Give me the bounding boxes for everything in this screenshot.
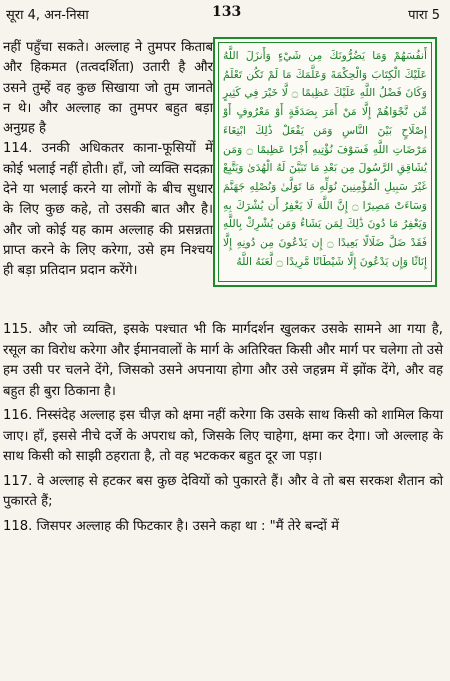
paragraph-verse-116: 116. निस्संदेह अल्लाह इस चीज़ को क्षमा नहीं करेगा कि उसके साथ किसी को शामिल किया जाए। हाँ, इससे नीचे दर्जे के अपराध को, जिसके लिए चाहेगा, क्षमा कर देगा। जो अल्लाह के साथ किसी को साझी ठहराता है, तो वह भटककर बहुत दूर जा पड़ा। [3,408,443,464]
paragraph-verse-118: 118. जिसपर अल्लाह की फिटकार है। उसने कहा था : "मैं तेरे बन्दों में [3,518,340,534]
arabic-text-frame [213,37,437,287]
main-text [3,320,443,541]
para-label: पारा 5 [408,8,440,23]
page-number: 133 [212,4,242,20]
paragraph-verse-117: 117. वे अल्लाह से हटकर बस कुछ देवियों को पुकारते हैं। और वे तो बस सरकश शैतान को पुकारते हैं; [3,473,443,509]
paragraph-verse-115: 115. और जो व्यक्ति, इसके पश्चात भी कि मार्गदर्शन खुलकर उसके सामने आ गया है, रसूल का विरोध करेगा और ईमानवालों के मार्ग के अतिरिक्त किसी और मार्ग पर चलेगा तो उसे हम उसी पर चलने देंगे, जिसको उसने अपनाया होगा और उसे जहन्नम में झोंक देंगे, और वह बहुत ही बुरा ठिकाना है। [3,322,443,399]
left-column-text [3,38,213,282]
paragraph-verse-114: 114. उनकी अधिकतर काना-फूसियों में कोई भलाई नहीं होती। हाँ, जो व्यक्ति सदक़ा देने या भलाई करने या लोगों के बीच सुधार के लिए कुछ कहे, तो उसकी बात और है। और जो कोई यह काम अल्लाह की प्रसन्नता प्राप्त करने के लिए करेगा, उसे हम निश्चय ही बड़ा प्रतिदान प्रदान करेंगे। [3,141,213,279]
paragraph-continuation: नहीं पहुँचा सकते। अल्लाह ने तुमपर किताब और हिकमत (तत्वदर्शिता) उतारी है और उसने तुम्हें वह कुछ सिखाया जो तुम जानते न थे। और अल्लाह का तुमपर बहुत बड़ा अनुग्रह है [3,40,213,137]
page-header [0,0,450,26]
arabic-text: أَنفُسَهُمْ وَمَا يَضُرُّونَكَ مِن شَيْءٍ وَأَنزَلَ اللَّهُ عَلَيْكَ الْكِتَابَ وَالْحِكْمَةَ وَعَلَّمَكَ مَا لَمْ تَكُن تَعْلَمُ وَكَانَ فَضْلُ اللَّهِ عَلَيْكَ عَظِيمًا ۝ لَّا خَيْرَ فِي كَثِيرٍ مِّن نَّجْوَاهُمْ إِلَّا مَنْ أَمَرَ بِصَدَقَةٍ أَوْ مَعْرُوفٍ أَوْ إِصْلَاحٍ بَيْنَ النَّاسِ وَمَن يَفْعَلْ ذَٰلِكَ ابْتِغَاءَ مَرْضَاتِ اللَّهِ فَسَوْفَ نُؤْتِيهِ أَجْرًا عَظِيمًا ۝ وَمَن يُشَاقِقِ الرَّسُولَ مِن بَعْدِ مَا تَبَيَّنَ لَهُ الْهُدَىٰ وَيَتَّبِعْ غَيْرَ سَبِيلِ الْمُؤْمِنِينَ نُوَلِّهِ مَا تَوَلَّىٰ وَنُصْلِهِ جَهَنَّمَ وَسَاءَتْ مَصِيرًا ۝ إِنَّ اللَّهَ لَا يَغْفِرُ أَن يُشْرَكَ بِهِ وَيَغْفِرُ مَا دُونَ ذَٰلِكَ لِمَن يَشَاءُ وَمَن يُشْرِكْ بِاللَّهِ فَقَدْ ضَلَّ ضَلَالًا بَعِيدًا ۝ إِن يَدْعُونَ مِن دُونِهِ إِلَّا إِنَاثًا وَإِن يَدْعُونَ إِلَّا شَيْطَانًا مَّرِيدًا ۝ لَّعَنَهُ اللَّهُ [218,42,432,282]
surah-title: सूरा 4, अन-निसा [6,8,89,23]
